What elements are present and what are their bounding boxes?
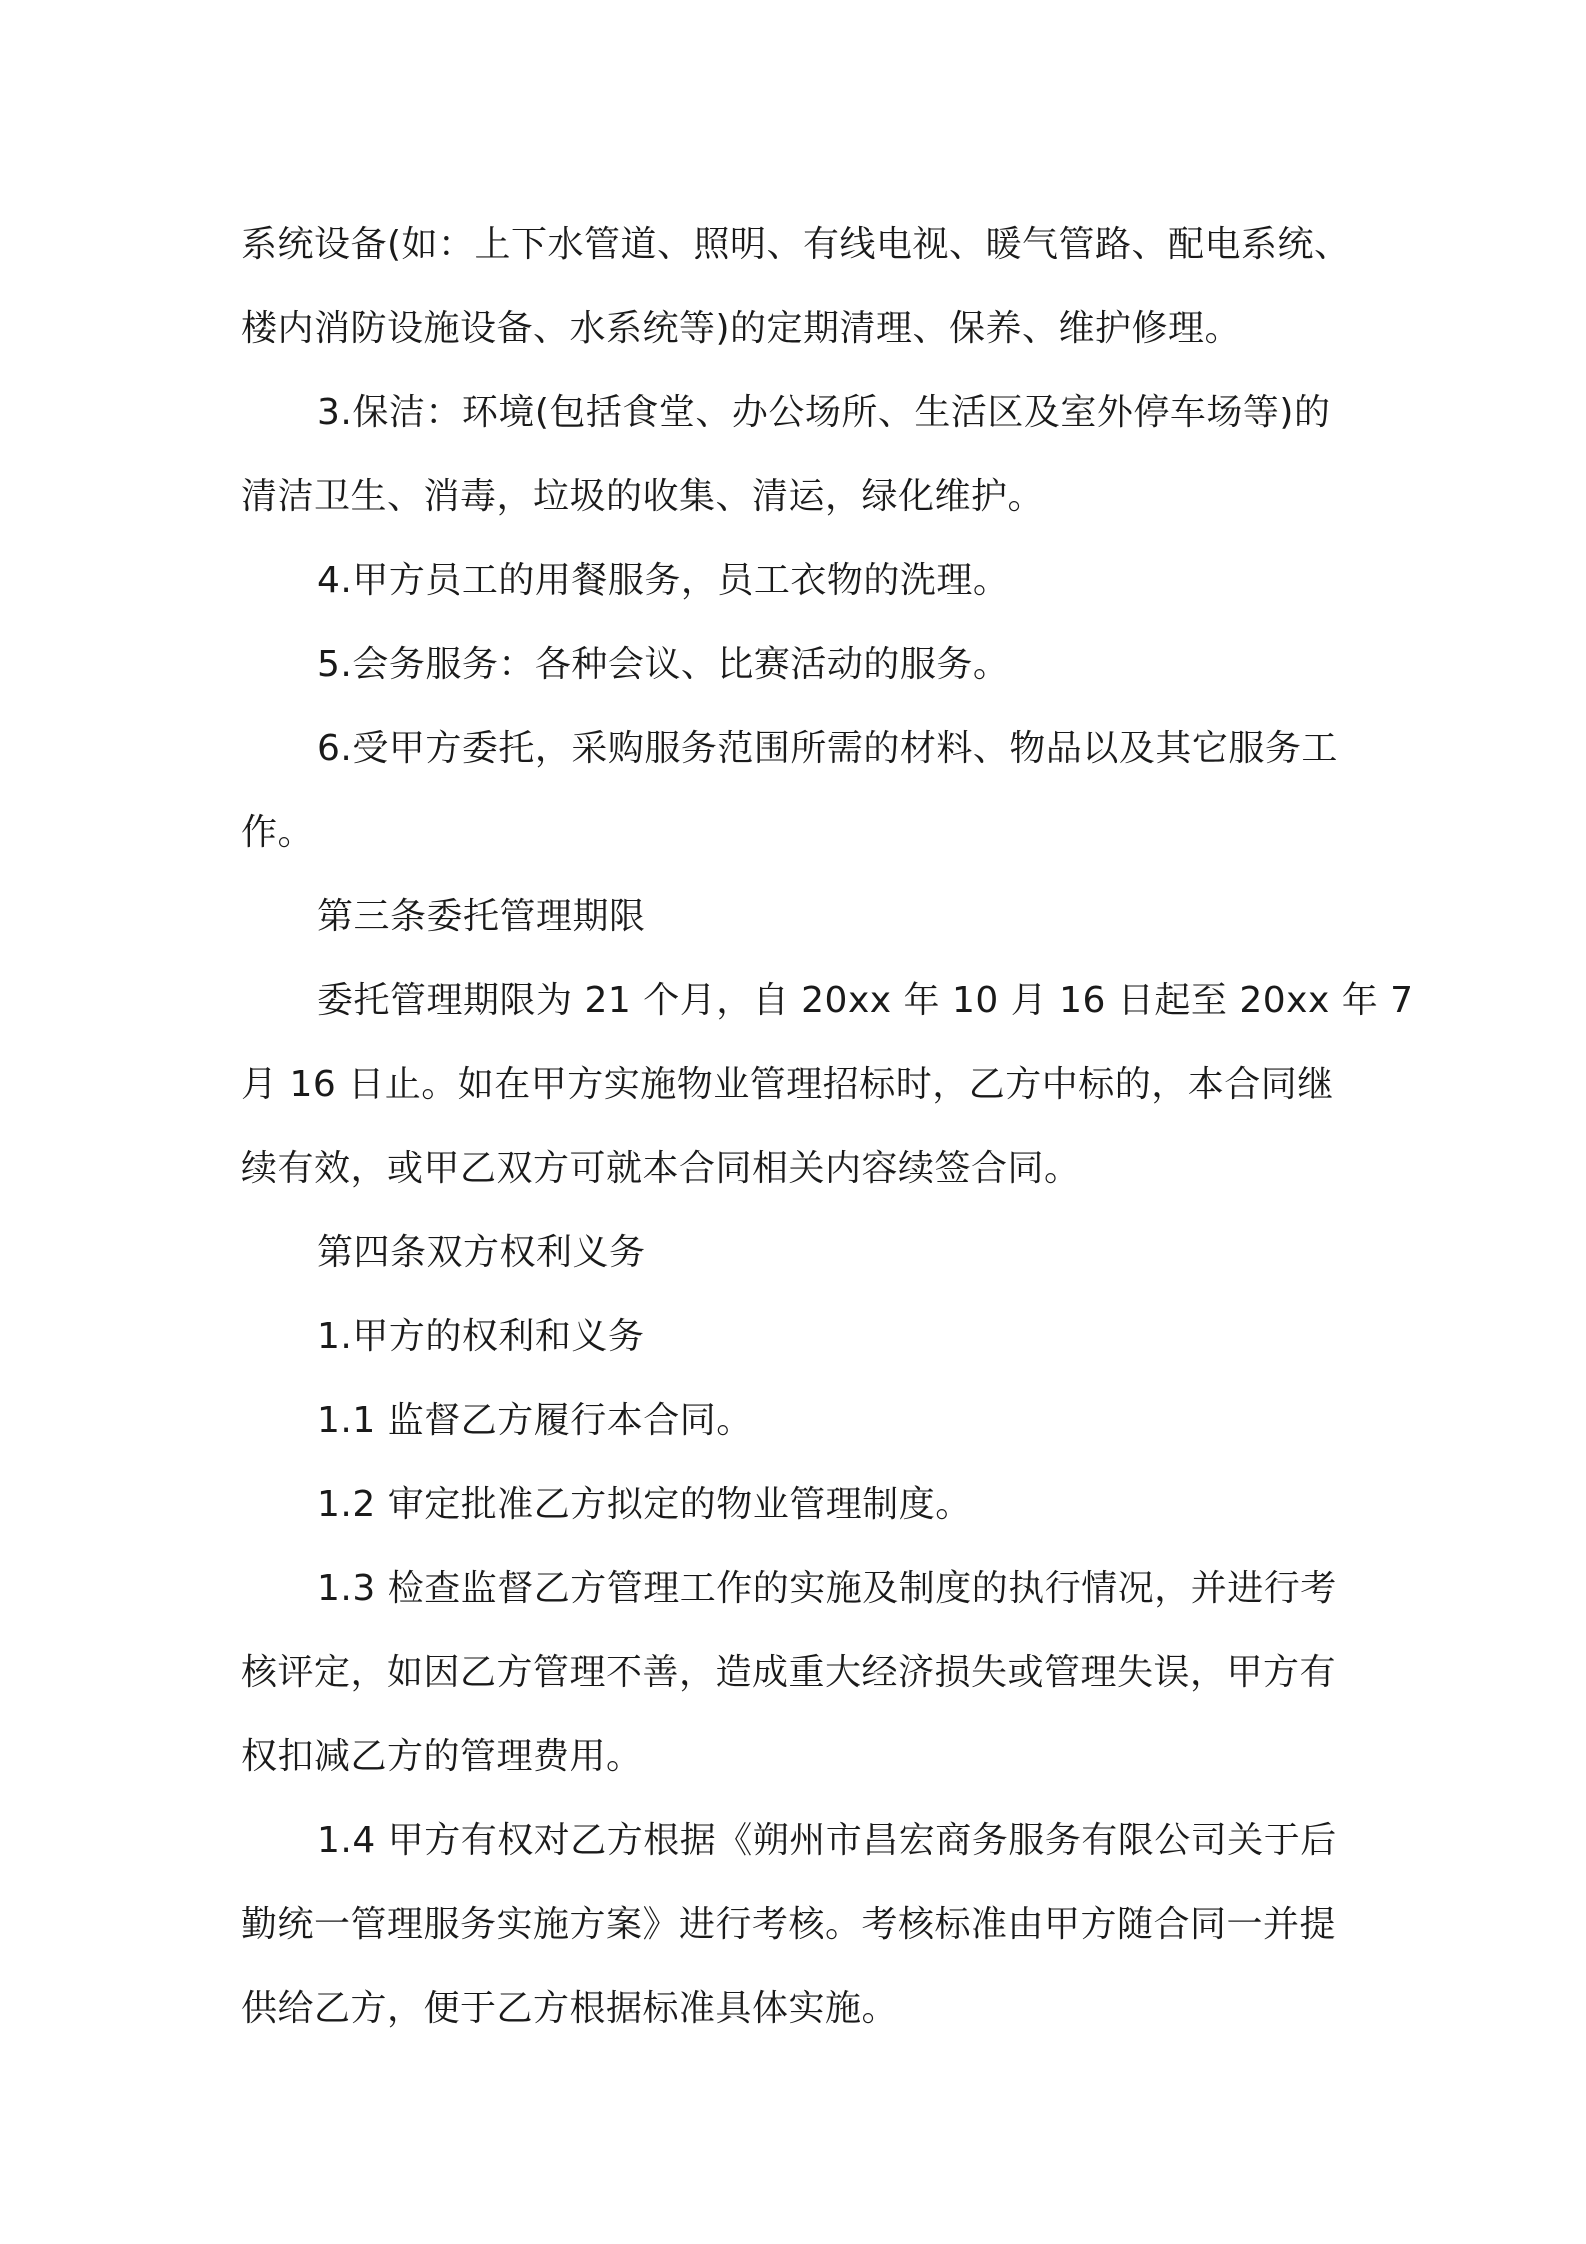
text-line: 3.保洁：环境(包括食堂、办公场所、生活区及室外停车场等)的 (317, 392, 1331, 433)
text-line: 1.4 甲方有权对乙方根据《朔州市昌宏商务服务有限公司关于后 (317, 1820, 1337, 1861)
paragraph-item-3 (241, 371, 1353, 539)
heading-text: 第三条委托管理期限 (317, 896, 646, 937)
text-line: 续有效，或甲乙双方可就本合同相关内容续签合同。 (241, 1148, 1081, 1189)
text-line: 作。 (241, 812, 315, 853)
text-line: 楼内消防设施设备、水系统等)的定期清理、保养、维护修理。 (241, 308, 1242, 349)
heading-text: 1.甲方的权利和义务 (317, 1316, 645, 1357)
paragraph-systems-maintenance (241, 203, 1353, 371)
text-line: 委托管理期限为 21 个月，自 20xx 年 10 月 16 日起至 20xx 年 7 (317, 980, 1414, 1021)
text-line: 月 16 日止。如在甲方实施物业管理招标时，乙方中标的，本合同继 (241, 1064, 1334, 1105)
text-line: 清洁卫生、消毒，垃圾的收集、清运，绿化维护。 (241, 476, 1045, 517)
text-line: 4.甲方员工的用餐服务，员工衣物的洗理。 (317, 560, 1010, 601)
paragraph-article-3-body (241, 959, 1414, 1211)
paragraph-item-1-1 (241, 1379, 1353, 1463)
text-line: 6.受甲方委托，采购服务范围所需的材料、物品以及其它服务工 (317, 728, 1338, 769)
text-line: 1.1 监督乙方履行本合同。 (317, 1400, 753, 1441)
text-line: 权扣减乙方的管理费用。 (241, 1736, 643, 1777)
paragraph-item-4 (241, 539, 1353, 623)
text-line: 1.2 审定批准乙方拟定的物业管理制度。 (317, 1484, 972, 1525)
document-page (241, 203, 1414, 2051)
paragraph-item-5 (241, 623, 1353, 707)
text-line: 供给乙方，便于乙方根据标准具体实施。 (241, 1988, 899, 2029)
paragraph-item-1-3 (241, 1547, 1353, 1799)
paragraph-item-1-2 (241, 1463, 1353, 1547)
text-line: 5.会务服务：各种会议、比赛活动的服务。 (317, 644, 1010, 685)
section-heading-article-4 (241, 1211, 1353, 1295)
text-line: 勤统一管理服务实施方案》进行考核。考核标准由甲方随合同一并提 (241, 1904, 1337, 1945)
text-line: 1.3 检查监督乙方管理工作的实施及制度的执行情况，并进行考 (317, 1568, 1337, 1609)
paragraph-item-1-4 (241, 1799, 1353, 2051)
section-heading-article-3 (241, 875, 1353, 959)
text-line: 核评定，如因乙方管理不善，造成重大经济损失或管理失误，甲方有 (241, 1652, 1337, 1693)
heading-text: 第四条双方权利义务 (317, 1232, 646, 1273)
paragraph-item-6 (241, 707, 1353, 875)
text-line: 系统设备(如：上下水管道、照明、有线电视、暖气管路、配电系统、 (241, 224, 1351, 265)
subheading-party-a-rights (241, 1295, 1353, 1379)
